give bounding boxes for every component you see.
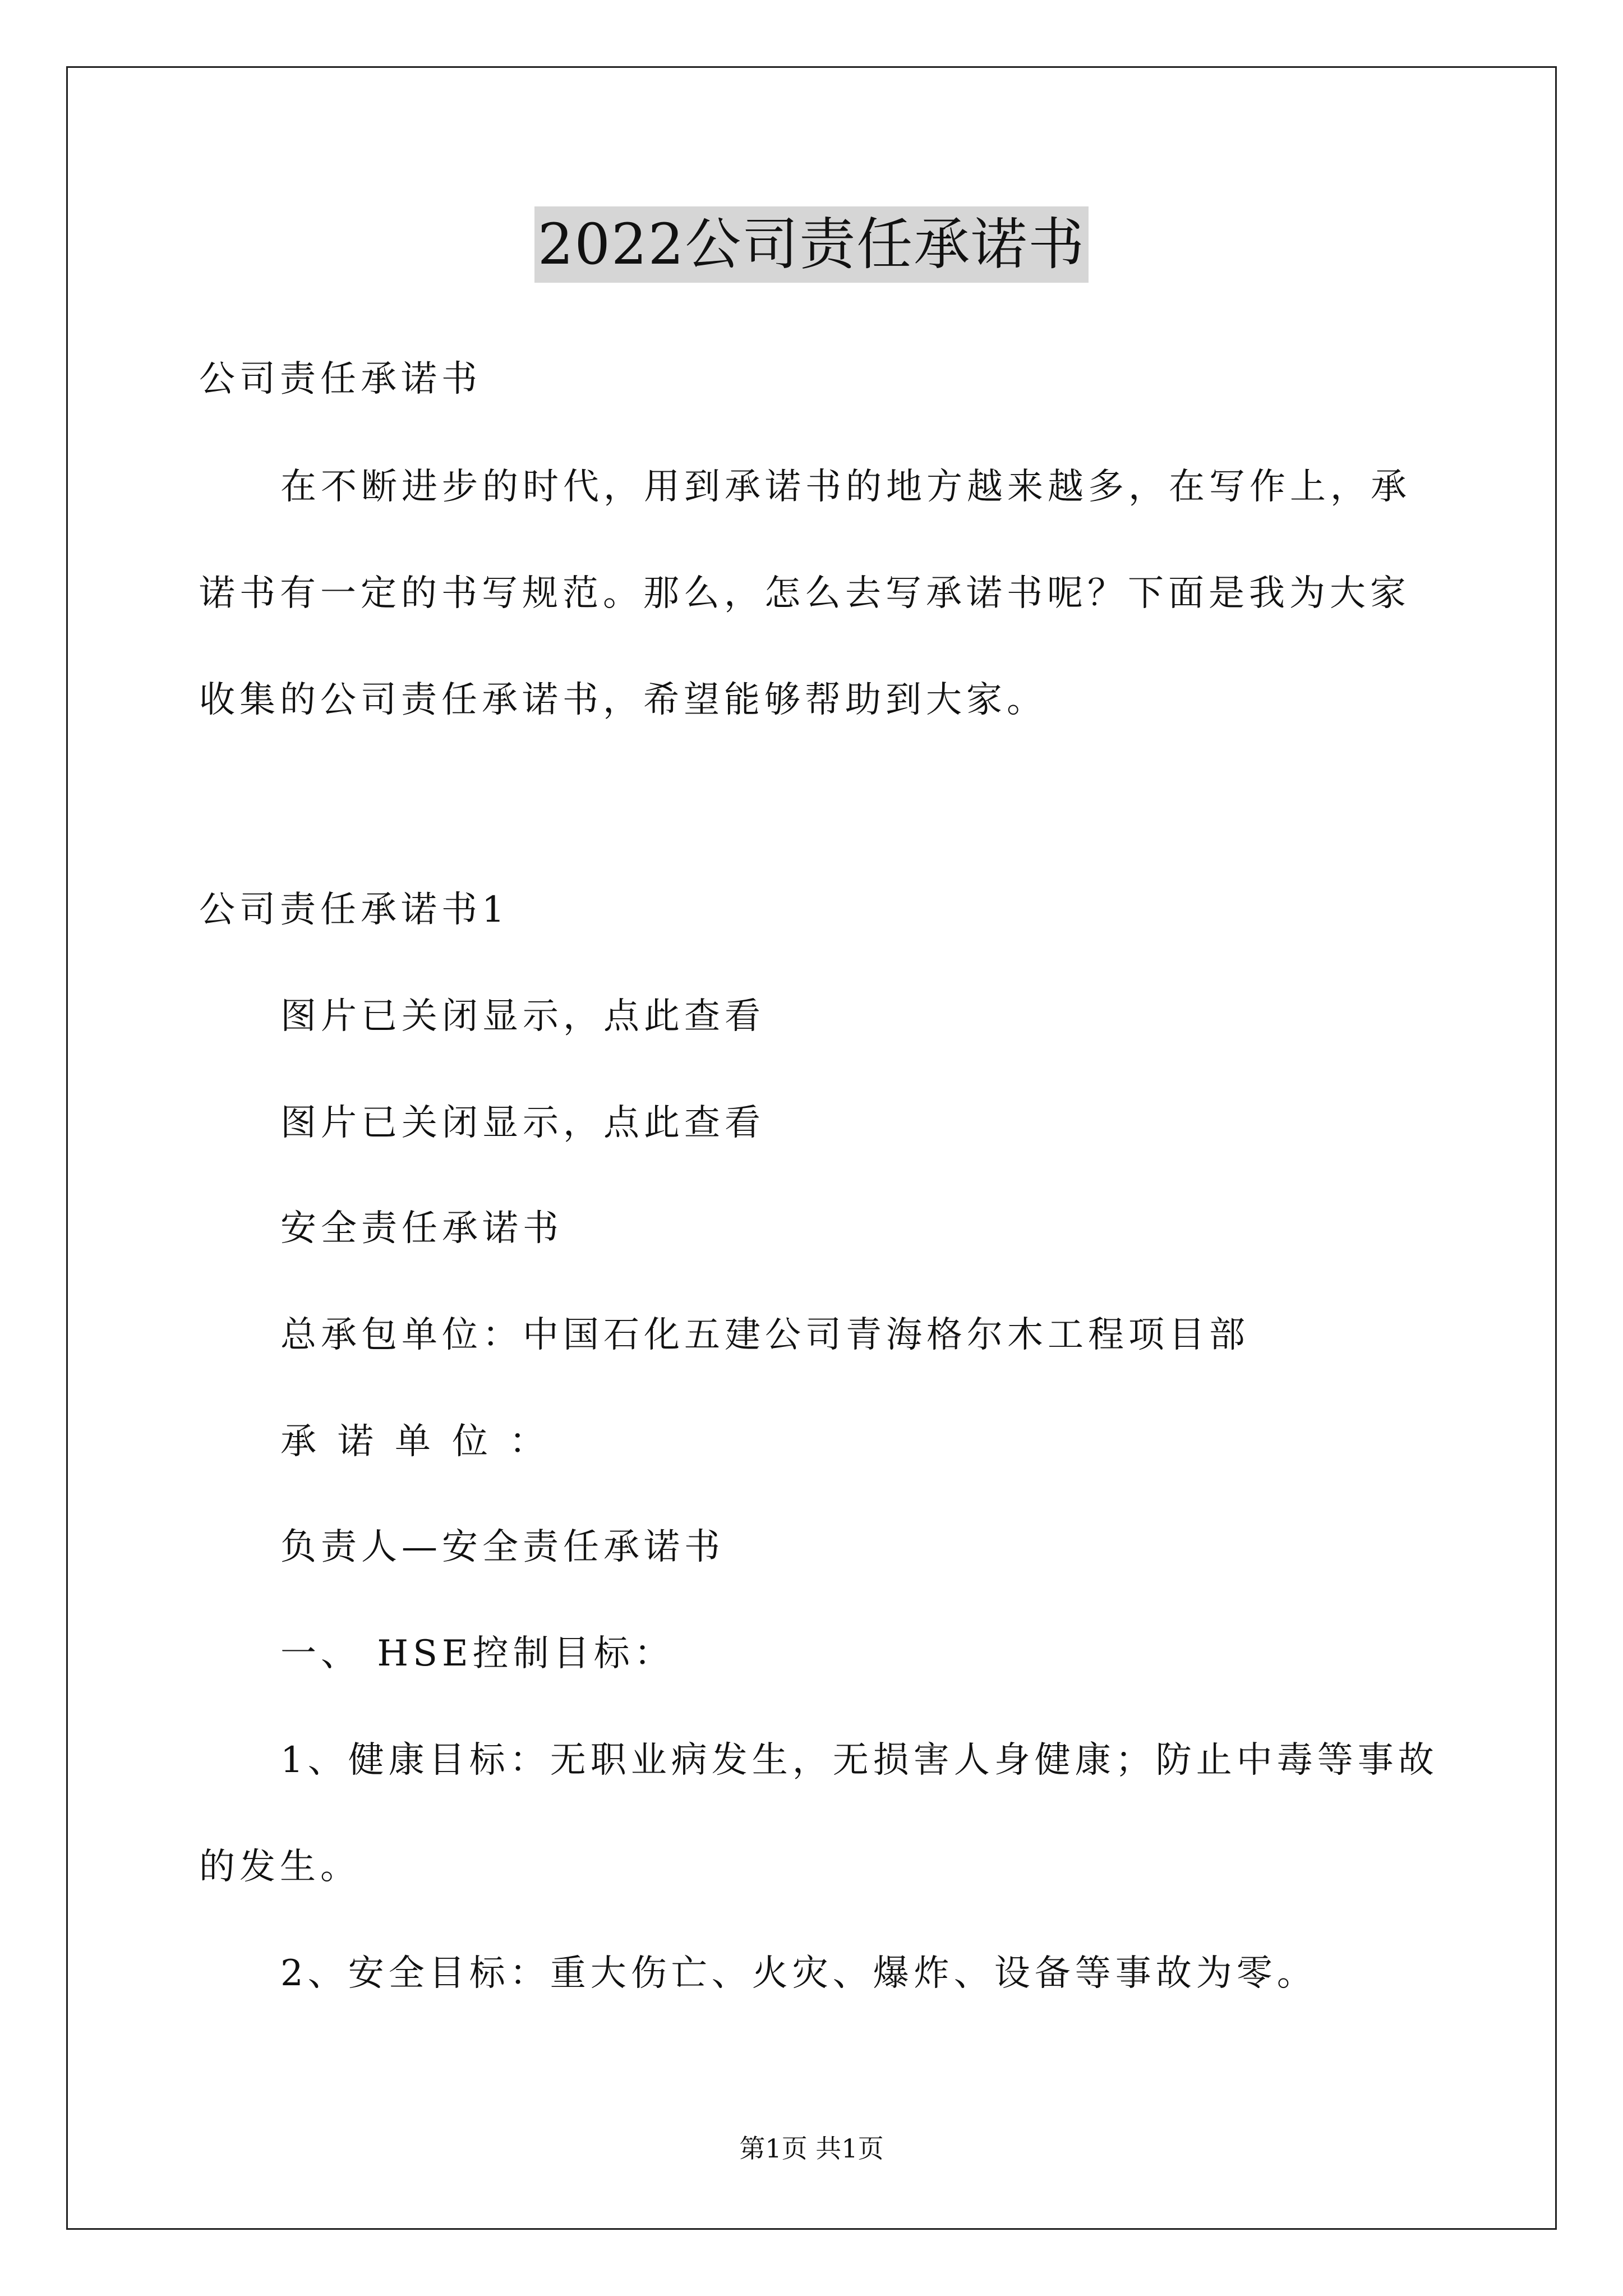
image-placeholder-link[interactable]: 图片已关闭显示，点此查看	[280, 996, 765, 1037]
intro-line-1: 在不断进步的时代，用到承诺书的地方越来越多，在写作上，承	[280, 466, 1411, 508]
section-heading: 公司责任承诺书1	[199, 889, 509, 931]
subtitle: 公司责任承诺书	[199, 358, 482, 400]
contractor-line: 总承包单位：中国石化五建公司青海格尔木工程项目部	[280, 1314, 1249, 1356]
letter-title: 安全责任承诺书	[280, 1208, 563, 1249]
page-footer: 第1页 共1页	[739, 2133, 884, 2164]
health-goal-line-2: 的发生。	[199, 1846, 361, 1888]
title-wrap	[0, 206, 1623, 283]
document-title: 2022公司责任承诺书	[534, 206, 1089, 283]
health-goal-line-1: 1、健康目标：无职业病发生，无损害人身健康；防止中毒等事故	[280, 1740, 1438, 1781]
intro-line-3: 收集的公司责任承诺书，希望能够帮助到大家。	[199, 679, 1047, 721]
hse-heading: 一、 HSE控制目标：	[280, 1633, 675, 1674]
image-placeholder-link[interactable]: 图片已关闭显示，点此查看	[280, 1102, 765, 1144]
promisor-label: 承诺单位：	[280, 1421, 566, 1462]
responsible-line: 负责人—安全责任承诺书	[280, 1526, 725, 1568]
safety-goal-line: 2、安全目标：重大伤亡、火灾、爆炸、设备等事故为零。	[280, 1953, 1317, 1994]
intro-line-2: 诺书有一定的书写规范。那么，怎么去写承诺书呢？下面是我为大家	[199, 573, 1410, 614]
